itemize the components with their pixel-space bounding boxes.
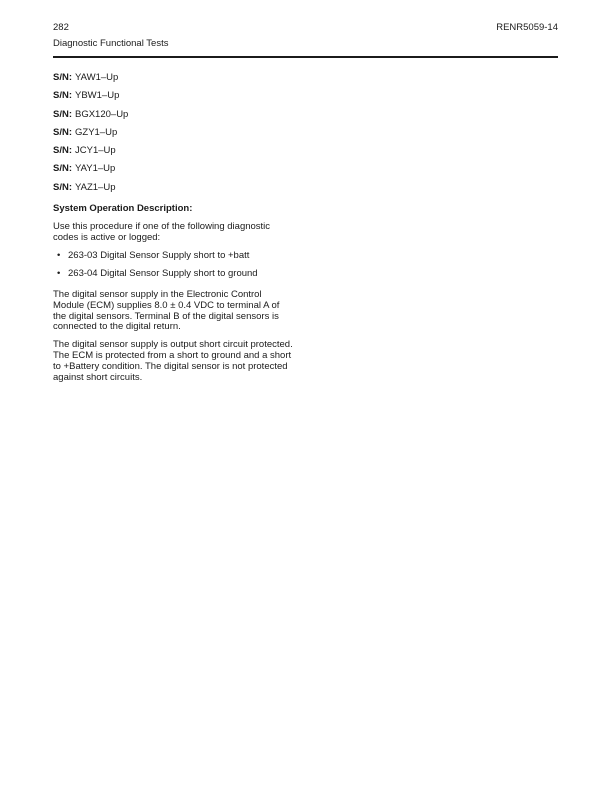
intro-paragraph: Use this procedure if one of the following diagnostic codes is active or logged: [53,220,271,243]
diagnostic-code-text: 263-04 Digital Sensor Supply short to ground [68,268,258,280]
sn-label: S/N: [53,108,72,120]
sn-value: YAW1–Up [75,72,119,83]
diagnostic-code-list [53,251,295,280]
header-rule [53,56,558,58]
serial-number-item [53,163,295,174]
page-number: 282 [53,22,69,33]
sn-value: BGX120–Up [75,108,129,120]
sn-label: S/N: [53,181,72,193]
header-row [53,22,558,33]
serial-number-item [53,109,295,120]
serial-number-item [53,72,295,83]
sn-value: YBW1–Up [75,90,120,102]
diagnostic-code-text: 263-03 Digital Sensor Supply short to +batt [68,249,250,261]
serial-number-item [53,90,295,101]
sn-value: JCY1–Up [75,145,116,157]
sn-label: S/N: [53,163,72,175]
diagnostic-code-item [53,251,295,262]
sn-value: YAZ1–Up [75,181,116,193]
content-column [53,72,295,383]
sn-label: S/N: [53,126,72,138]
bullet-icon: • [57,268,61,280]
sn-value: YAY1–Up [75,163,116,175]
sn-value: GZY1–Up [75,126,118,138]
body-paragraph: The digital sensor supply is output short circuit protected. The ECM is protected from a short to ground and a short to +Battery condition. The digital sensor is not protected against short circuits. [53,339,293,383]
system-operation-heading: System Operation Description: [53,202,193,214]
serial-number-item [53,182,295,193]
doc-code: RENR5059-14 [496,22,558,33]
sn-label: S/N: [53,145,72,157]
serial-number-list [53,72,295,193]
bullet-icon: • [57,249,61,261]
body-paragraph: The digital sensor supply in the Electronic Control Module (ECM) supplies 8.0 ± 0.4 VDC to terminal A of the digital sensors. Terminal B of the digital sensors is connected to the digital return. [53,288,280,333]
diagnostic-code-item [53,269,295,280]
section-title: Diagnostic Functional Tests [53,38,169,49]
serial-number-item [53,127,295,138]
serial-number-item [53,145,295,156]
sn-label: S/N: [53,72,72,83]
page-header [53,22,558,58]
sn-label: S/N: [53,90,72,102]
